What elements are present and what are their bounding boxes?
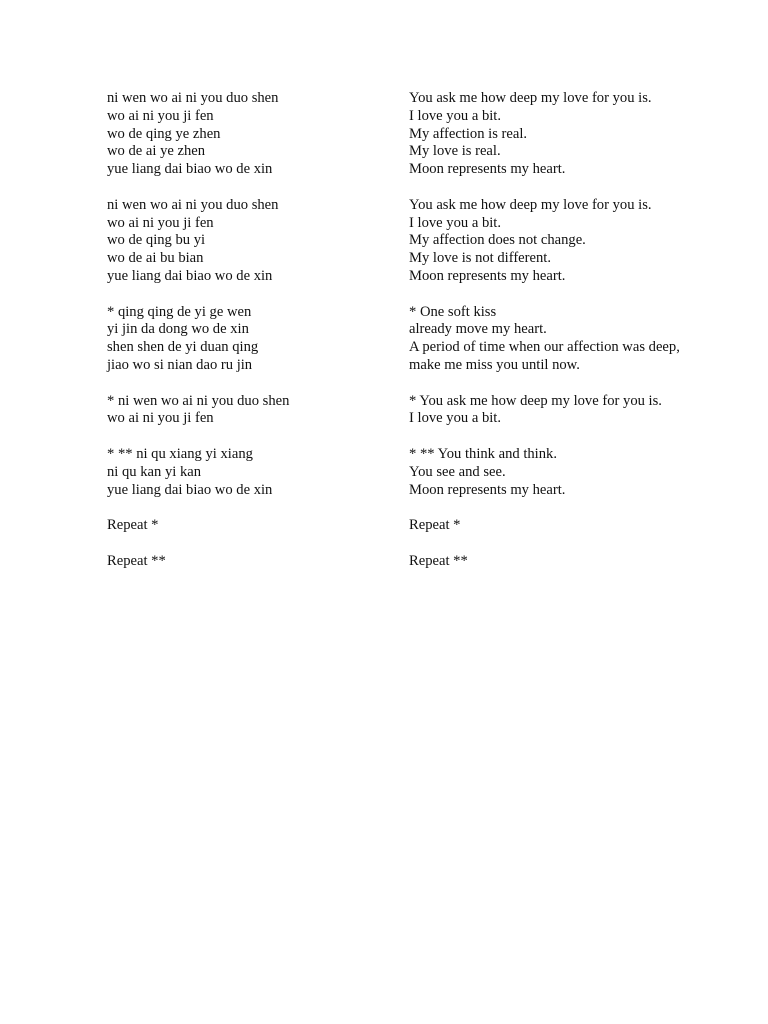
pinyin-line: wo de ai ye zhen [107,143,206,160]
english-stanza [409,446,749,499]
english-stanza [409,90,749,179]
english-stanza [409,517,749,535]
pinyin-line: * qing qing de yi ge wen [107,303,252,320]
pinyin-line: yue liang dai biao wo de xin [107,481,273,498]
pinyin-stanza [107,393,397,429]
pinyin-stanza [107,517,397,535]
english-line: You ask me how deep my love for you is. [409,90,652,106]
pinyin-line: yi jin da dong wo de xin [107,321,249,338]
english-column [409,90,749,588]
english-line: I love you a bit. [409,410,502,427]
english-line: A period of time when our affection was deep, [409,339,680,356]
english-line: Repeat * [409,517,461,534]
english-line: * ** You think and think. [409,445,557,462]
english-line: My love is not different. [409,250,551,267]
english-line: My affection is real. [409,125,528,142]
pinyin-line: wo de qing bu yi [107,232,206,249]
english-line: You see and see. [409,463,506,480]
english-line: Moon represents my heart. [409,267,566,284]
pinyin-line: shen shen de yi duan qing [107,339,259,356]
pinyin-column [107,90,397,588]
english-line: Moon represents my heart. [409,161,566,178]
pinyin-line: * ni wen wo ai ni you duo shen [107,392,290,409]
english-stanza [409,553,749,571]
english-line: I love you a bit. [409,107,502,124]
english-line: You ask me how deep my love for you is. [409,196,652,213]
pinyin-line: jiao wo si nian dao ru jin [107,356,253,373]
english-line: make me miss you until now. [409,356,580,373]
english-line: My love is real. [409,143,501,160]
english-line: * You ask me how deep my love for you is. [409,392,662,409]
pinyin-line: * ** ni qu xiang yi xiang [107,445,253,462]
english-stanza [409,393,749,429]
pinyin-line: Repeat ** [107,552,166,569]
pinyin-line: wo de qing ye zhen [107,125,221,142]
pinyin-stanza [107,90,397,179]
pinyin-stanza [107,446,397,499]
pinyin-line: ni qu kan yi kan [107,463,202,480]
english-line: Moon represents my heart. [409,481,566,498]
pinyin-line: wo ai ni you ji fen [107,107,214,124]
english-line: Repeat ** [409,552,468,569]
english-line: * One soft kiss [409,303,497,320]
english-line: I love you a bit. [409,214,502,231]
english-stanza [409,304,749,375]
english-line: My affection does not change. [409,232,586,249]
pinyin-stanza [107,197,397,286]
pinyin-line: Repeat * [107,517,159,534]
pinyin-line: yue liang dai biao wo de xin [107,267,273,284]
english-line: already move my heart. [409,321,547,338]
pinyin-line: wo de ai bu bian [107,250,204,267]
pinyin-line: ni wen wo ai ni you duo shen [107,196,279,213]
pinyin-line: yue liang dai biao wo de xin [107,161,273,178]
pinyin-stanza [107,553,397,571]
pinyin-line: ni wen wo ai ni you duo shen [107,90,279,106]
pinyin-line: wo ai ni you ji fen [107,410,214,427]
pinyin-stanza [107,304,397,375]
english-stanza [409,197,749,286]
pinyin-line: wo ai ni you ji fen [107,214,214,231]
